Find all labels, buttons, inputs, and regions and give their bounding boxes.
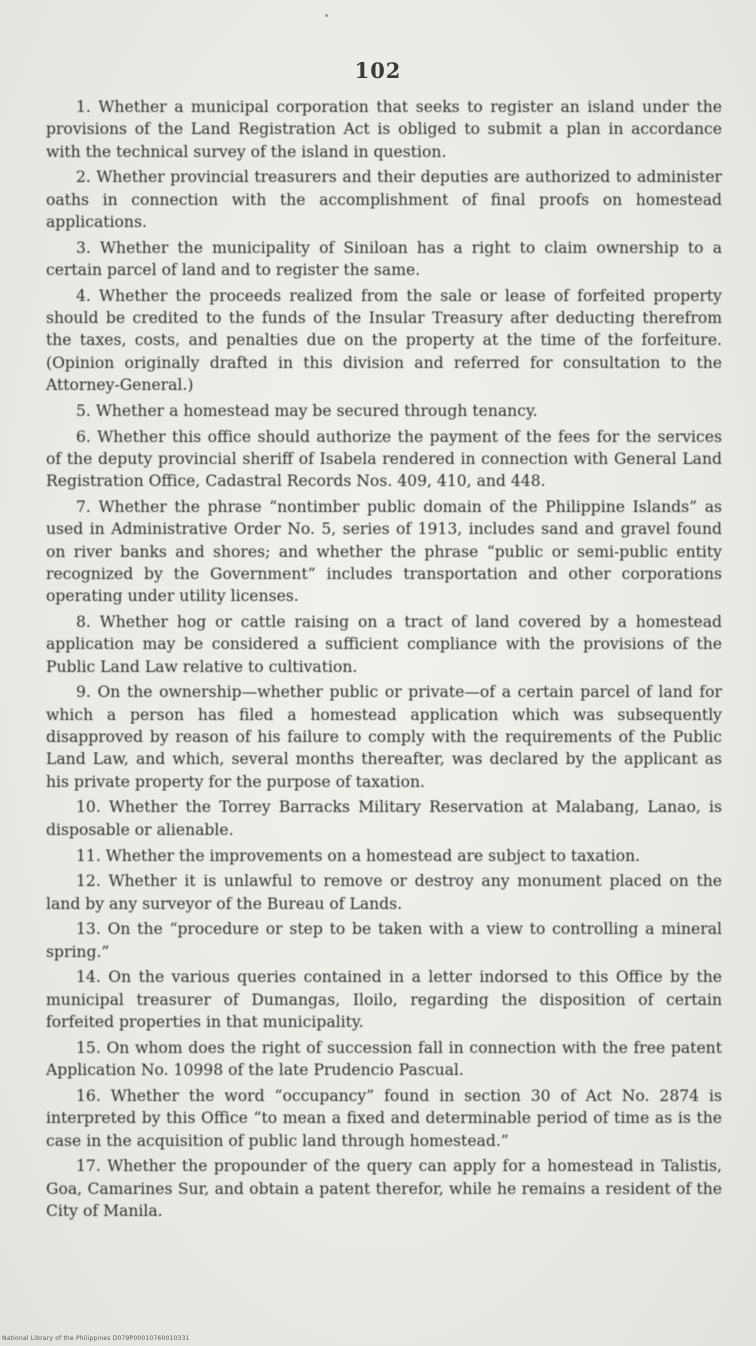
list-item: 4. Whether the proceeds realized from the sale or lease of forfeited property should be credited to the funds of the Insular Treasury after deducting therefrom the taxes, costs, and penalties due on the property at the time of the forfeiture. (Opinion originally drafted in this division and referred for consultation to the Attorney-General.) xyxy=(46,286,722,395)
list-item: 11. Whether the improvements on a homestead are subject to taxation. xyxy=(76,846,641,865)
list-item: 8. Whether hog or cattle raising on a tract of land covered by a homestead application may be considered a sufficient compliance with the provisions of the Public Land Law relative to cultivation. xyxy=(46,613,722,676)
list-item: 10. Whether the Torrey Barracks Military Reservation at Malabang, Lanao, is disposable or alienable. xyxy=(46,798,722,839)
list-item: 5. Whether a homestead may be secured through tenancy. xyxy=(76,401,538,420)
list-item: 17. Whether the propounder of the query can apply for a homestead in Talistis, Goa, Camarines Sur, and obtain a patent therefor, while he remains a resident of the City of Manila. xyxy=(46,1157,722,1220)
list-item: 15. On whom does the right of succession fall in connection with the free patent Application No. 10998 of the late Prudencio Pascual. xyxy=(46,1038,722,1080)
list-item: 16. Whether the word “occupancy” found in section 30 of Act No. 2874 is interpreted by this Office “to mean a fixed and determinable period of time as is the case in the acquisition of public land through homestead.” xyxy=(46,1086,722,1150)
page-number: 102 xyxy=(354,58,402,83)
paper-speck xyxy=(325,14,328,17)
scan-footer-credit: National Library of the Philippines D079P00010760010331 xyxy=(2,1335,190,1342)
list-item: 14. On the various queries contained in a letter indorsed to this Office by the municipal treasurer of Dumangas, Iloilo, regarding the disposition of certain forfeited properties in that municipality. xyxy=(46,968,722,1032)
list-item: 1. Whether a municipal corporation that seeks to register an island under the provisions of the Land Registration Act is obliged to submit a plan in accordance with the technical survey of the island in question. xyxy=(46,98,722,161)
list-item: 12. Whether it is unlawful to remove or destroy any monument placed on the land by any surveyor of the Bureau of Lands. xyxy=(46,872,722,913)
list-item: 13. On the “procedure or step to be taken with a view to controlling a mineral spring.” xyxy=(46,920,722,961)
list-item: 7. Whether the phrase “nontimber public domain of the Philippine Islands” as used in Administrative Order No. 5, series of 1913, includes sand and gravel found on river banks and shores; and whether the phrase “public or semi-public entity recognized by the Government” includes transportation and other corporations operating under utility licenses. xyxy=(46,498,722,606)
list-item: 3. Whether the municipality of Siniloan has a right to claim ownership to a certain parcel of land and to register the same. xyxy=(46,238,722,280)
list-item: 9. On the ownership—whether public or private—of a certain parcel of land for which a person has filed a homestead application which was subsequently disapproved by reason of his failure to comply with the requirements of the Public Land Law, and which, several months thereafter, was declared by the applicant as his private property for the purpose of taxation. xyxy=(46,683,722,791)
page-body xyxy=(46,96,722,1226)
list-item: 6. Whether this office should authorize the payment of the fees for the services of the deputy provincial sheriff of Isabela rendered in connection with General Land Registration Office, Cadastral Records Nos. 409, 410, and 448. xyxy=(46,427,722,491)
list-item: 2. Whether provincial treasurers and their deputies are authorized to administer oaths in connection with the accomplishment of final proofs on homestead applications. xyxy=(46,168,722,231)
